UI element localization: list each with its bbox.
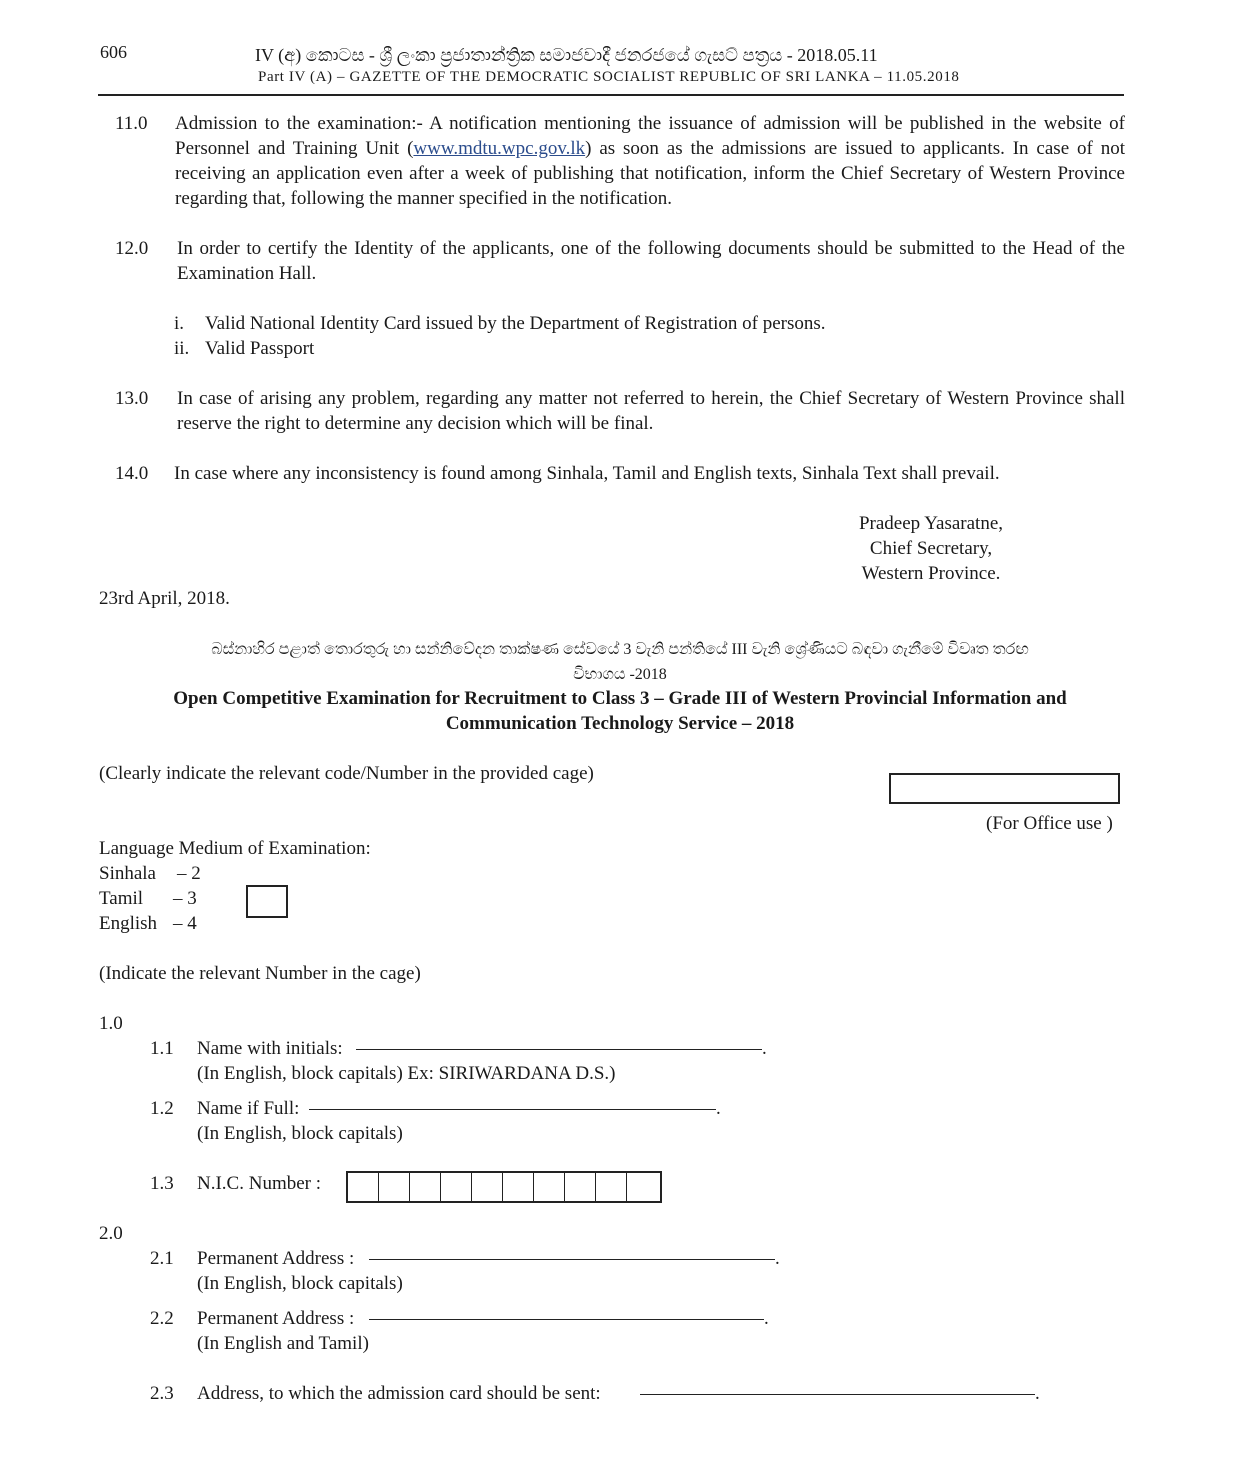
field-1-3-number: 1.3 bbox=[150, 1173, 174, 1194]
field-2-2-note: (In English and Tamil) bbox=[197, 1333, 369, 1354]
language-heading: Language Medium of Examination: bbox=[99, 838, 371, 859]
field-1-2-label: Name if Full: bbox=[197, 1098, 300, 1119]
code-instruction: (Clearly indicate the relevant code/Number in the provided cage) bbox=[99, 763, 594, 784]
field-2-3-label: Address, to which the admission card should be sent: bbox=[197, 1383, 601, 1404]
full-name-line[interactable] bbox=[309, 1109, 716, 1110]
page-number: 606 bbox=[100, 42, 127, 62]
field-2-1-note: (In English, block capitals) bbox=[197, 1273, 403, 1294]
list-marker-i: i. bbox=[174, 313, 185, 334]
field-2-1-label: Permanent Address : bbox=[197, 1248, 355, 1269]
field-1-2-number: 1.2 bbox=[150, 1098, 174, 1119]
language-code-box[interactable] bbox=[246, 885, 288, 918]
section-11-number: 11.0 bbox=[115, 113, 148, 134]
nic-digit-box[interactable] bbox=[534, 1173, 565, 1201]
form-title-english-line1: Open Competitive Examination for Recruitment to Class 3 – Grade III of Western Provincial Information and bbox=[173, 688, 1067, 709]
permanent-address-tamil-line[interactable] bbox=[369, 1319, 764, 1320]
nic-digit-box[interactable] bbox=[565, 1173, 596, 1201]
language-english-code: – 4 bbox=[173, 913, 197, 934]
nic-digit-box[interactable] bbox=[410, 1173, 441, 1201]
office-use-label: (For Office use ) bbox=[986, 813, 1113, 834]
section-12-number: 12.0 bbox=[115, 238, 149, 259]
part-2-number: 2.0 bbox=[99, 1223, 123, 1244]
signatory-title: Chief Secretary, bbox=[869, 538, 993, 559]
form-title-sinhala-line2: විභාගය -2018 bbox=[573, 666, 667, 683]
gazette-header-sinhala: IV (අ) කොටස - ශ්‍රී ලංකා ප්‍රජාතාන්ත්‍රික සමාජවාදී ජනරජයේ ගැසට් පත්‍රය - 2018.05.11 bbox=[255, 45, 878, 65]
admission-address-line[interactable] bbox=[640, 1394, 1035, 1395]
full-name-line-end: . bbox=[716, 1098, 721, 1119]
nic-digit-box[interactable] bbox=[503, 1173, 534, 1201]
header-divider bbox=[98, 94, 1124, 96]
field-2-2-number: 2.2 bbox=[150, 1308, 174, 1329]
nic-digit-box[interactable] bbox=[627, 1173, 658, 1201]
language-tamil-name: Tamil bbox=[99, 888, 144, 909]
document-date: 23rd April, 2018. bbox=[99, 588, 230, 609]
form-title-english-line2: Communication Technology Service – 2018 bbox=[445, 713, 795, 734]
section-13-number: 13.0 bbox=[115, 388, 149, 409]
signatory-name: Pradeep Yasaratne, bbox=[858, 513, 1004, 534]
admission-address-line-end: . bbox=[1035, 1383, 1040, 1404]
field-1-3-label: N.I.C. Number : bbox=[197, 1173, 322, 1194]
permanent-address-english-line[interactable] bbox=[369, 1259, 775, 1260]
section-11-text bbox=[175, 111, 1125, 211]
field-2-2-label: Permanent Address : bbox=[197, 1308, 355, 1329]
language-instruction: (Indicate the relevant Number in the cage) bbox=[99, 963, 421, 984]
list-marker-ii: ii. bbox=[174, 338, 190, 359]
form-title-sinhala-line1: බස්නාහිර පළාත් තොරතුරු හා සන්නිවේදන තාක්ෂණ සේවයේ 3 වැනි පන්තියේ III වැනි ශ්‍රේණියට බඳවා ගැනීමේ විවෘත තරඟ bbox=[211, 641, 1029, 658]
nic-digit-box[interactable] bbox=[348, 1173, 379, 1201]
name-initials-line[interactable] bbox=[356, 1049, 762, 1050]
nic-digit-box[interactable] bbox=[379, 1173, 410, 1201]
list-item-nic: Valid National Identity Card issued by the Department of Registration of persons. bbox=[205, 313, 826, 334]
signatory-province: Western Province. bbox=[861, 563, 1001, 584]
field-1-1-label: Name with initials: bbox=[197, 1038, 343, 1059]
section-11-text-before: Admission to the examination:- A notification mentioning the issuance of admission will be published in the website of Personnel and Training Unit ( bbox=[175, 113, 1125, 159]
language-tamil-code: – 3 bbox=[173, 888, 197, 909]
name-initials-line-end: . bbox=[762, 1038, 767, 1059]
field-2-1-number: 2.1 bbox=[150, 1248, 174, 1269]
nic-digit-box[interactable] bbox=[441, 1173, 472, 1201]
section-12-text: In order to certify the Identity of the applicants, one of the following documents should be submitted to the Head of the Examination Hall. bbox=[177, 238, 1125, 284]
nic-digit-box[interactable] bbox=[596, 1173, 627, 1201]
nic-number-boxes[interactable] bbox=[346, 1171, 662, 1203]
language-sinhala-name: Sinhala bbox=[99, 863, 156, 884]
field-2-3-number: 2.3 bbox=[150, 1383, 174, 1404]
office-use-box[interactable] bbox=[889, 773, 1120, 804]
list-item-passport: Valid Passport bbox=[205, 338, 315, 359]
field-1-1-note: (In English, block capitals) Ex: SIRIWARDANA D.S.) bbox=[197, 1063, 616, 1084]
section-11-text-after: ) as soon as the admissions are issued to applicants. In case of not receiving an application even after a week of publishing that notification, inform the Chief Secretary of Western Province regarding that, following the manner specified in the notification. bbox=[175, 138, 1125, 209]
language-english-name: English bbox=[99, 913, 158, 934]
permanent-address-english-line-end: . bbox=[775, 1248, 780, 1269]
section-14-text: In case where any inconsistency is found among Sinhala, Tamil and English texts, Sinhala Text shall prevail. bbox=[174, 463, 1000, 484]
field-1-2-note: (In English, block capitals) bbox=[197, 1123, 403, 1144]
field-1-1-number: 1.1 bbox=[150, 1038, 174, 1059]
part-1-number: 1.0 bbox=[99, 1013, 123, 1034]
gazette-header-english: Part IV (A) – GAZETTE OF THE DEMOCRATIC SOCIALIST REPUBLIC OF SRI LANKA – 11.05.2018 bbox=[258, 69, 960, 85]
website-link[interactable]: www.mdtu.wpc.gov.lk bbox=[413, 138, 586, 159]
nic-digit-box[interactable] bbox=[472, 1173, 503, 1201]
language-sinhala-code: – 2 bbox=[177, 863, 201, 884]
section-13-text: In case of arising any problem, regarding any matter not referred to herein, the Chief Secretary of Western Province shall reserve the right to determine any decision which will be final. bbox=[177, 388, 1125, 434]
section-14-number: 14.0 bbox=[115, 463, 149, 484]
permanent-address-tamil-line-end: . bbox=[764, 1308, 769, 1329]
